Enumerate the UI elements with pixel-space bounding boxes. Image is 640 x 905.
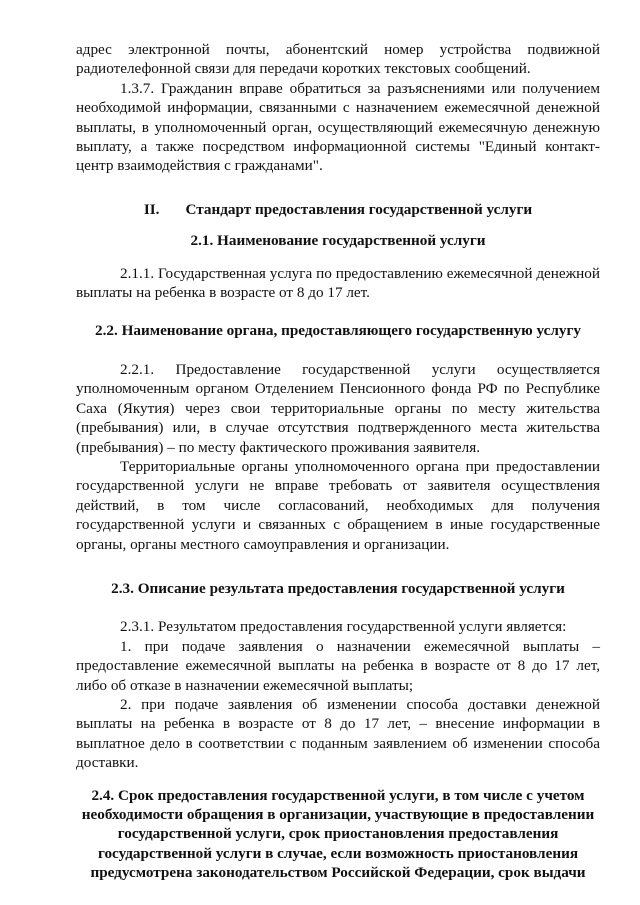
paragraph-2-3-item-2: 2. при подаче заявления об изменении способа доставки денежной выплаты на ребенка в возрасте от 8 до 17 лет, – внесение информации в выплатное дело в соответствии с поданным заявлением об изменении способа доставки. <box>76 695 600 772</box>
section-heading-2 <box>76 200 600 219</box>
subsection-heading-2-4: 2.4. Срок предоставления государственной услуги, в том числе с учетом необходимости обращения в организации, участвующие в предоставлении государственной услуги, срок приостановления предоставления государственной услуги в случае, если возможность приостановления предусмотрена законодательством Российской Федерации, срок выдачи <box>81 786 595 882</box>
paragraph-1-3-7: 1.3.7. Гражданин вправе обратиться за разъяснениями или получением необходимой информации, связанными с назначением ежемесячной денежной выплаты, в уполномоченный орган, осуществляющий ежемесячную денежную выплату, а также посредством информационной системы "Единый контакт-центр взаимодействия с гражданами". <box>76 79 600 175</box>
paragraph-2-3-item-1: 1. при подаче заявления о назначении ежемесячной выплаты – предоставление ежемесячной выплаты на ребенка в возрасте от 8 до 17 лет, либо об отказе в назначении ежемесячной выплаты; <box>76 637 600 694</box>
section-number: II. <box>143 200 160 218</box>
subsection-heading-2-2: 2.2. Наименование органа, предоставляющего государственную услугу <box>94 322 582 340</box>
paragraph-2-2-1: 2.2.1. Предоставление государственной услуги осуществляется уполномоченным органом Отделением Пенсионного фонда РФ по Республике Саха (Якутия) через свои территориальные органы по месту жительства (пребывания) или, в случае отсутствия подтвержденного места жительства (пребывания) – по месту фактического проживания заявителя. <box>76 360 600 456</box>
paragraph-contact-end: адрес электронной почты, абонентский номер устройства подвижной радиотелефонной связи для передачи коротких текстовых сообщений. <box>76 41 600 78</box>
paragraph-2-1-1: 2.1.1. Государственная услуга по предоставлению ежемесячной денежной выплаты на ребенка в возрасте от 8 до 17 лет. <box>76 264 600 302</box>
paragraph-2-2-territorial: Территориальные органы уполномоченного органа при предоставлении государственной услуги не вправе требовать от заявителя осуществления действий, в том числе согласований, необходимых для получения государственной услуги и связанных с обращением в иные государственные органы, органы местного самоуправления и организации. <box>76 457 600 553</box>
paragraph-2-3-1: 2.3.1. Результатом предоставления государственной услуги является: <box>120 618 567 636</box>
document-page <box>76 40 600 883</box>
subsection-heading-2-3: 2.3. Описание результата предоставления государственной услуги <box>111 579 565 597</box>
section-title: Стандарт предоставления государственной услуги <box>185 200 533 218</box>
subsection-heading-2-1: 2.1. Наименование государственной услуги <box>190 232 486 250</box>
